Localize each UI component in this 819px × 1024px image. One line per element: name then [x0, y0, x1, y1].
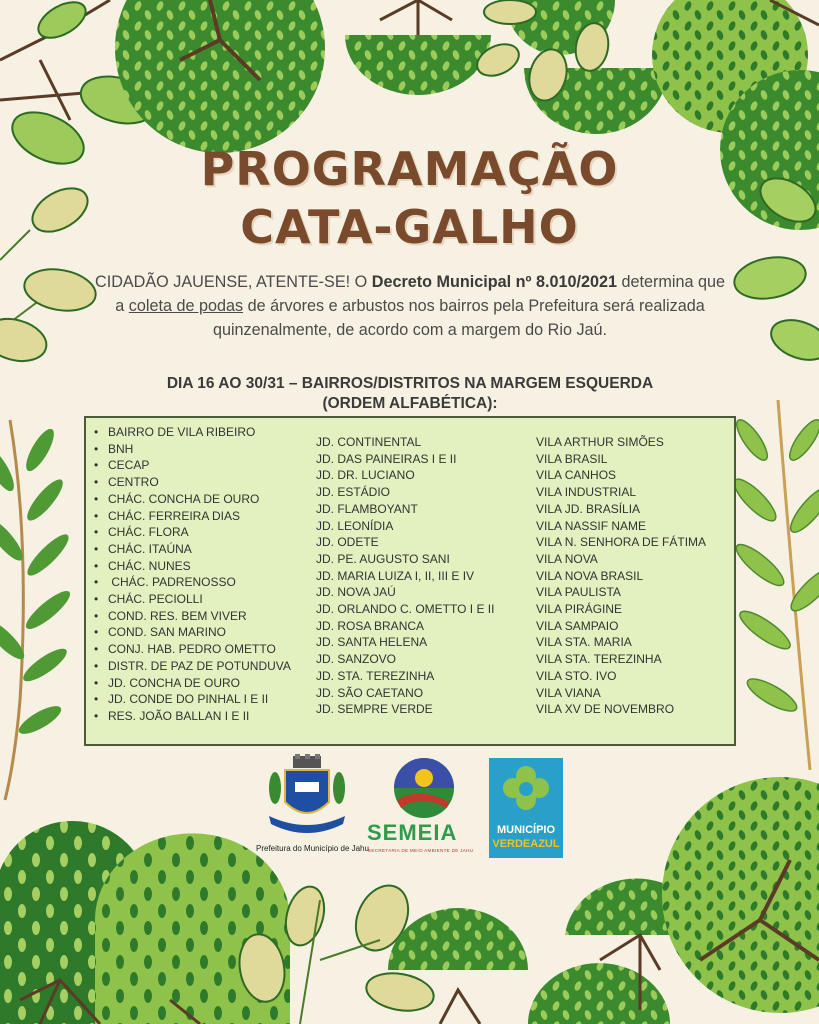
- neighborhood-item: • CHÁC. NUNES: [94, 558, 291, 575]
- neighborhood-item: JD. CONTINENTAL: [316, 435, 422, 449]
- schedule-heading: [95, 374, 725, 414]
- neighborhood-item: VILA JD. BRASÍLIA: [536, 501, 641, 516]
- neighborhood-item: VILA BRASIL: [536, 451, 608, 466]
- neighborhoods-column-2: [316, 434, 494, 718]
- neighborhood-item: JD. FLAMBOYANT: [316, 501, 418, 516]
- title-line-1: PROGRAMAÇÃO: [200, 142, 619, 196]
- neighborhoods-box: [84, 416, 736, 746]
- mva-line-1: MUNICÍPIO: [496, 824, 556, 836]
- neighborhood-item: VILA STA. MARIA: [536, 635, 632, 650]
- mva-line-2: VERDEAZUL: [492, 838, 560, 850]
- neighborhood-item: • CHÁC. FERREIRA DIAS: [94, 508, 291, 525]
- schedule-heading-line-2: (ORDEM ALFABÉTICA):: [322, 395, 498, 412]
- decree-reference: Decreto Municipal nº 8.010/2021: [371, 273, 617, 291]
- neighborhood-item: VILA NOVA BRASIL: [536, 568, 644, 583]
- neighborhood-item: • CHÁC. ITAÚNA: [94, 541, 291, 558]
- neighborhood-item: JD. ODETE: [316, 535, 379, 550]
- neighborhood-item: • BAIRRO DE VILA RIBEIRO: [94, 424, 291, 441]
- neighborhood-item: VILA XV DE NOVEMBRO: [536, 702, 675, 717]
- intro-text: [95, 270, 725, 342]
- neighborhood-item: JD. SÃO CAETANO: [316, 685, 424, 700]
- neighborhood-item: VILA ARTHUR SIMÕES: [536, 435, 664, 449]
- neighborhood-item: • CONJ. HAB. PEDRO OMETTO: [94, 641, 291, 658]
- neighborhood-item: JD. STA. TEREZINHA: [316, 668, 435, 683]
- neighborhood-item: JD. PE. AUGUSTO SANI: [316, 551, 450, 566]
- title-line-2: CATA-GALHO: [240, 200, 579, 254]
- neighborhood-item: JD. DAS PAINEIRAS I E II: [316, 451, 457, 466]
- neighborhood-item: VILA VIANA: [536, 685, 601, 700]
- neighborhood-item: • CHÁC. FLORA: [94, 524, 291, 541]
- neighborhood-item: VILA STA. TEREZINHA: [536, 652, 662, 667]
- neighborhood-item: JD. SANTA HELENA: [316, 635, 428, 650]
- neighborhood-item: JD. MARIA LUIZA I, II, III E IV: [316, 568, 475, 583]
- neighborhood-item: VILA CANHOS: [536, 468, 617, 483]
- semeia-subtitle: SECRETARIA DE MEIO AMBIENTE DE JAHU: [368, 848, 474, 853]
- pruning-collection-text: coleta de podas: [128, 297, 244, 315]
- neighborhood-item: VILA PIRÁGINE: [536, 602, 623, 617]
- intro-part-1: CIDADÃO JAUENSE, ATENTE-SE! O: [95, 273, 372, 291]
- tree-emblem-icon: [499, 762, 553, 820]
- semeia-name: SEMEIA: [367, 820, 458, 845]
- neighborhood-item: VILA NOVA: [536, 551, 598, 566]
- neighborhood-item: • CHÁC. CONCHA DE OURO: [94, 491, 291, 508]
- prefeitura-caption: Prefeitura do Município de Jahu: [256, 844, 369, 853]
- neighborhood-item: JD. SANZOVO: [316, 652, 397, 667]
- neighborhood-item: VILA SAMPAIO: [536, 618, 619, 633]
- neighborhood-item: VILA NASSIF NAME: [536, 518, 647, 533]
- neighborhood-item: • CHÁC. PECIOLLI: [94, 591, 291, 608]
- coat-of-arms-logo: [265, 754, 349, 840]
- neighborhood-item: VILA STO. IVO: [536, 668, 617, 683]
- neighborhood-item: • CENTRO: [94, 474, 291, 491]
- neighborhood-item: JD. ESTÁDIO: [316, 485, 391, 500]
- neighborhood-item: • COND. SAN MARINO: [94, 624, 291, 641]
- neighborhood-item: VILA PAULISTA: [536, 585, 621, 600]
- neighborhood-item: • RES. JOÃO BALLAN I E II: [94, 708, 291, 725]
- neighborhood-item: VILA INDUSTRIAL: [536, 485, 637, 500]
- neighborhood-item: • COND. RES. BEM VIVER: [94, 608, 291, 625]
- schedule-heading-line-1: DIA 16 AO 30/31 – BAIRROS/DISTRITOS NA MARGEM ESQUERDA: [166, 375, 654, 392]
- intro-part-2: determina que a: [115, 273, 725, 315]
- neighborhood-item: JD. SEMPRE VERDE: [316, 702, 433, 717]
- neighborhood-item: • BNH: [94, 441, 291, 458]
- semeia-logo: [389, 756, 459, 820]
- neighborhood-item: • CECAP: [94, 457, 291, 474]
- neighborhood-item: JD. DR. LUCIANO: [316, 468, 415, 483]
- neighborhood-item: JD. LEONÍDIA: [316, 518, 394, 533]
- intro-part-3: de árvores e arbustos nos bairros pela Prefeitura será realizada quinzenalmente, de acordo com a margem do Rio Jaú.: [212, 297, 705, 339]
- neighborhood-item: • DISTR. DE PAZ DE POTUNDUVA: [94, 658, 291, 675]
- neighborhood-item: • JD. CONCHA DE OURO: [94, 675, 291, 692]
- neighborhood-item: • CHÁC. PADRENOSSO: [94, 574, 291, 591]
- neighborhood-item: JD. NOVA JAÚ: [316, 585, 396, 600]
- neighborhoods-column-1: [94, 424, 291, 725]
- municipio-verdeazul-logo: [489, 758, 563, 858]
- neighborhood-item: VILA N. SENHORA DE FÁTIMA: [536, 535, 707, 550]
- neighborhoods-column-3: [536, 434, 706, 718]
- neighborhood-item: JD. ROSA BRANCA: [316, 618, 425, 633]
- logos-row: [0, 752, 819, 862]
- neighborhood-item: JD. ORLANDO C. OMETTO I E II: [316, 602, 495, 617]
- neighborhood-item: • JD. CONDE DO PINHAL I E II: [94, 691, 291, 708]
